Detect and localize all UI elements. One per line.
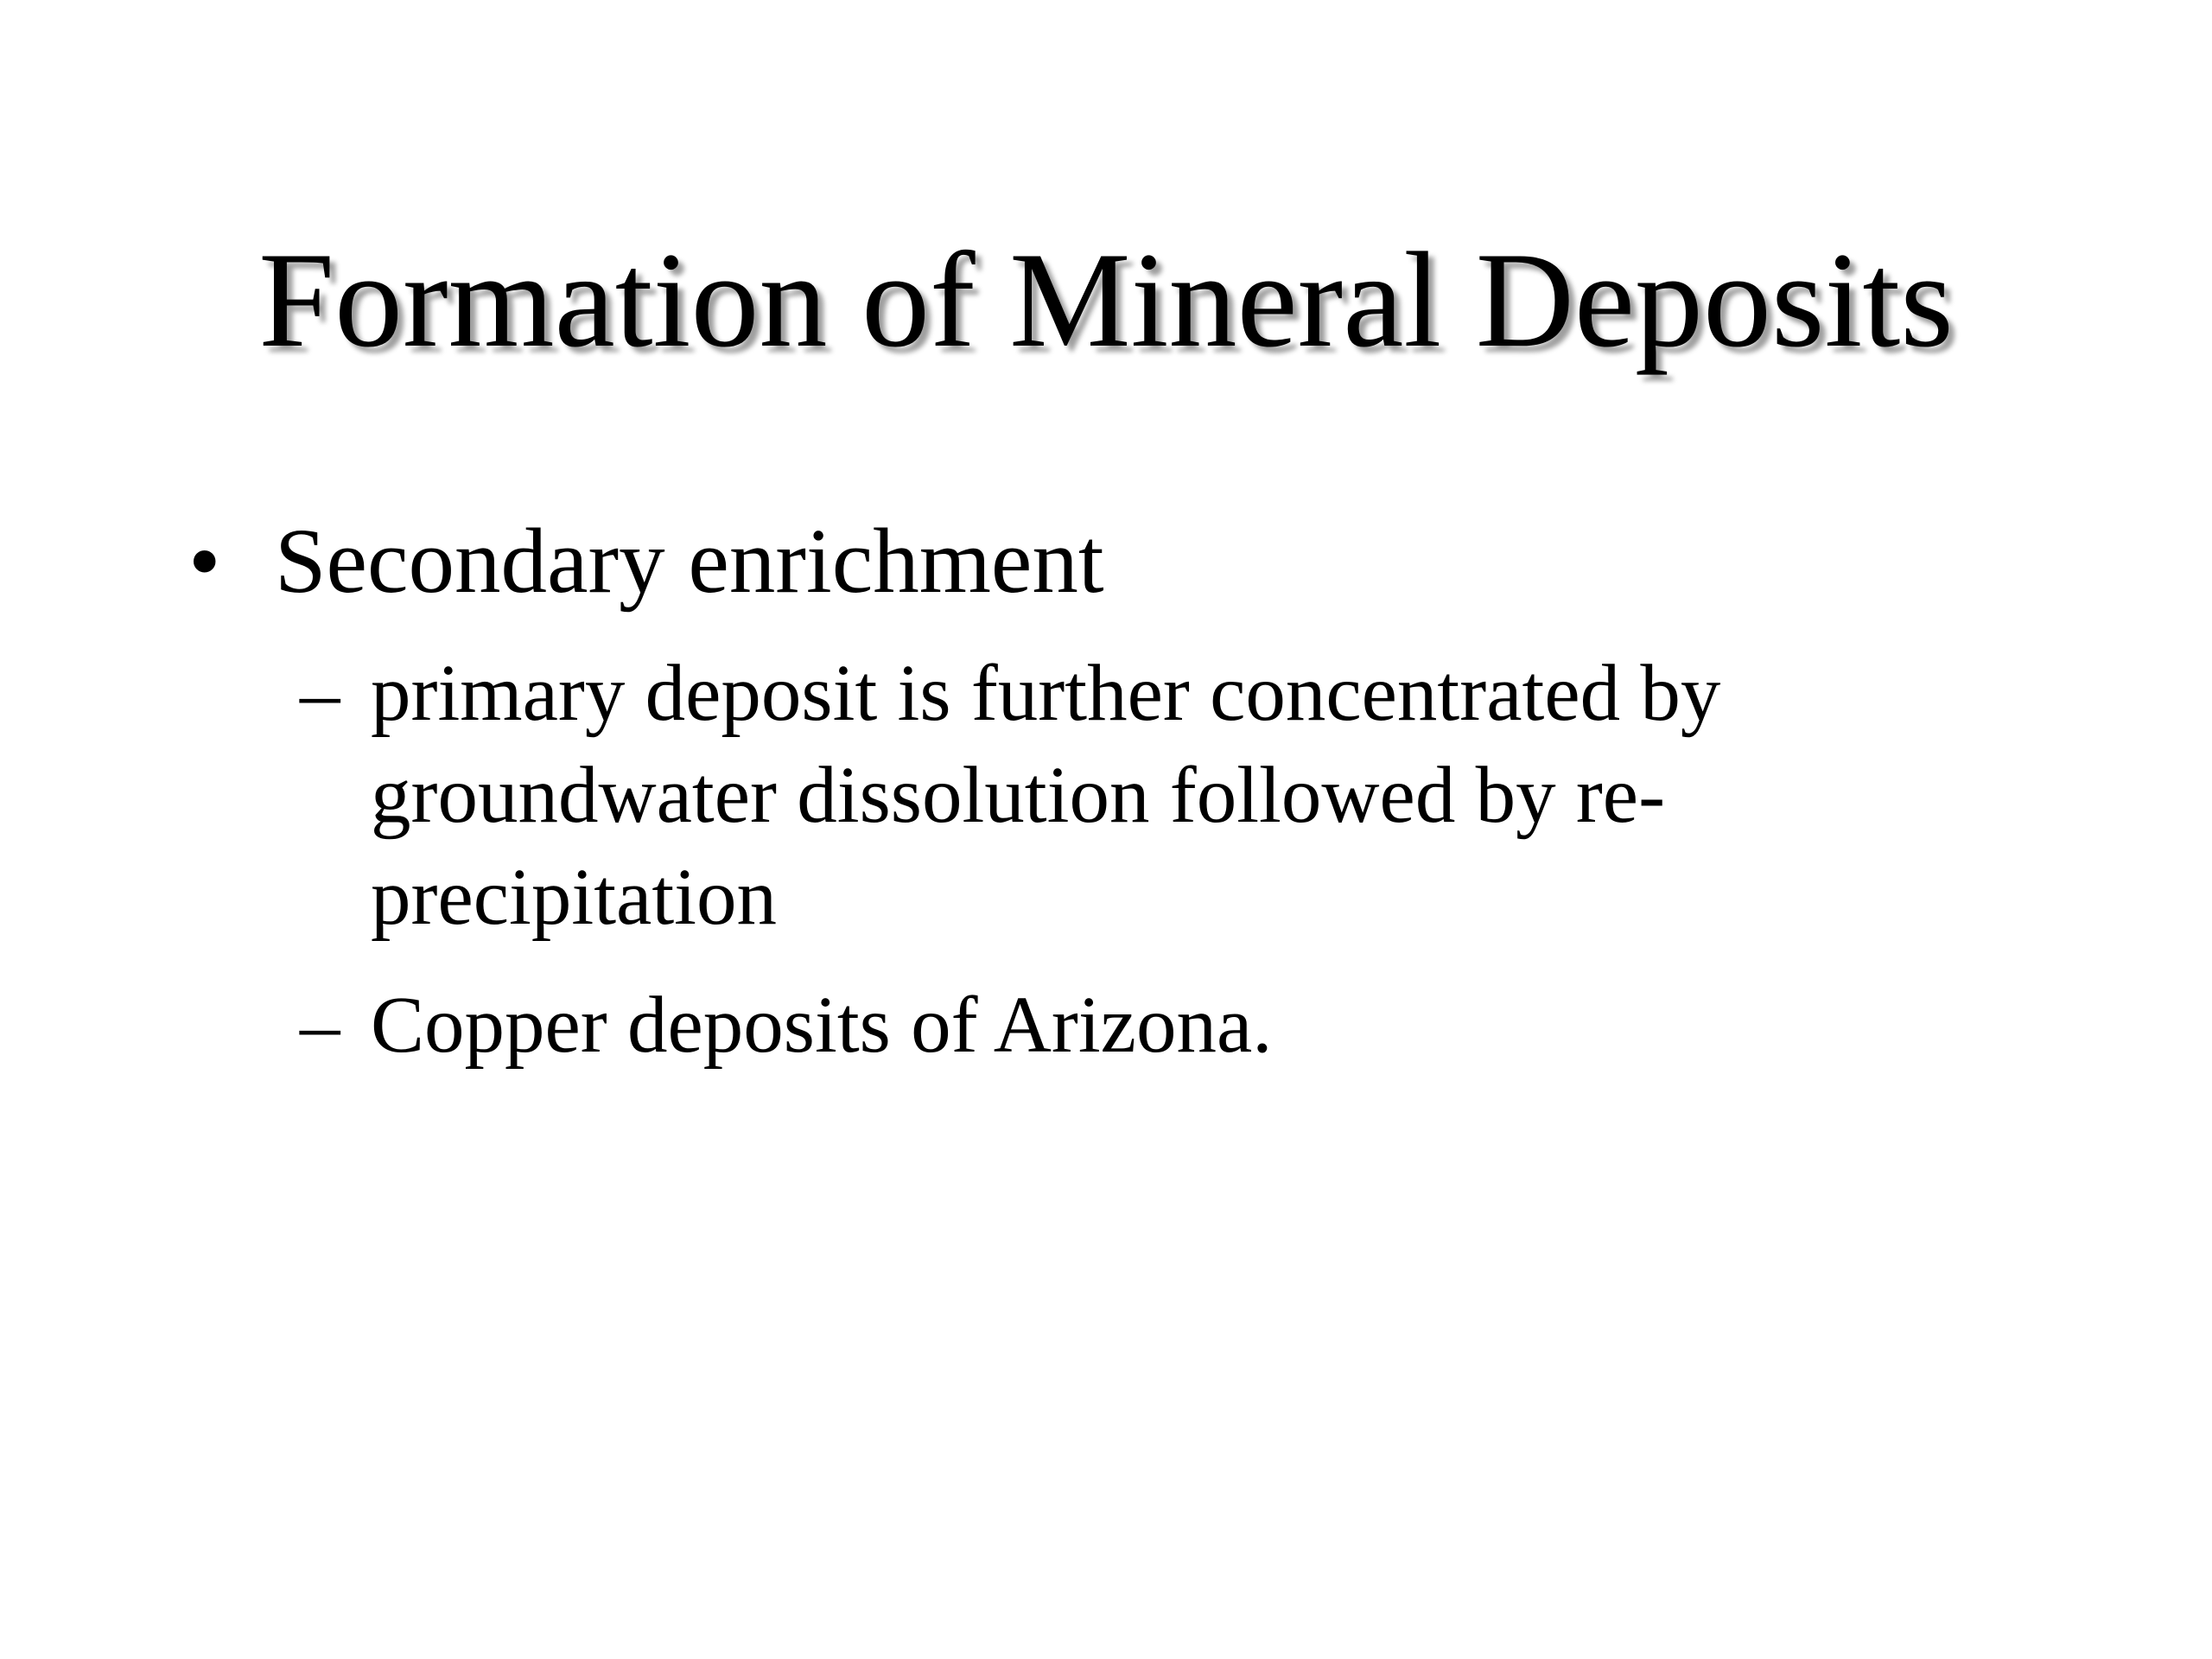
sub-bullet-text [371, 643, 1926, 949]
sub-bullet-line: groundwater dissolution followed by re- [371, 751, 1666, 840]
slide-title: Formation of Mineral Deposits [258, 225, 1954, 376]
bullet-text: Secondary enrichment [275, 511, 1104, 613]
sub-bullet-line: primary deposit is further concentrated by [371, 649, 1721, 738]
sub-bullet-line: Copper deposits of Arizona. [371, 981, 1273, 1070]
sub-bullet-marker: – [300, 649, 340, 738]
sub-bullet-marker: – [300, 981, 340, 1070]
sub-bullet-text [371, 975, 1926, 1077]
bullet-marker: • [188, 511, 221, 613]
sub-bullet-line: precipitation [371, 853, 777, 942]
